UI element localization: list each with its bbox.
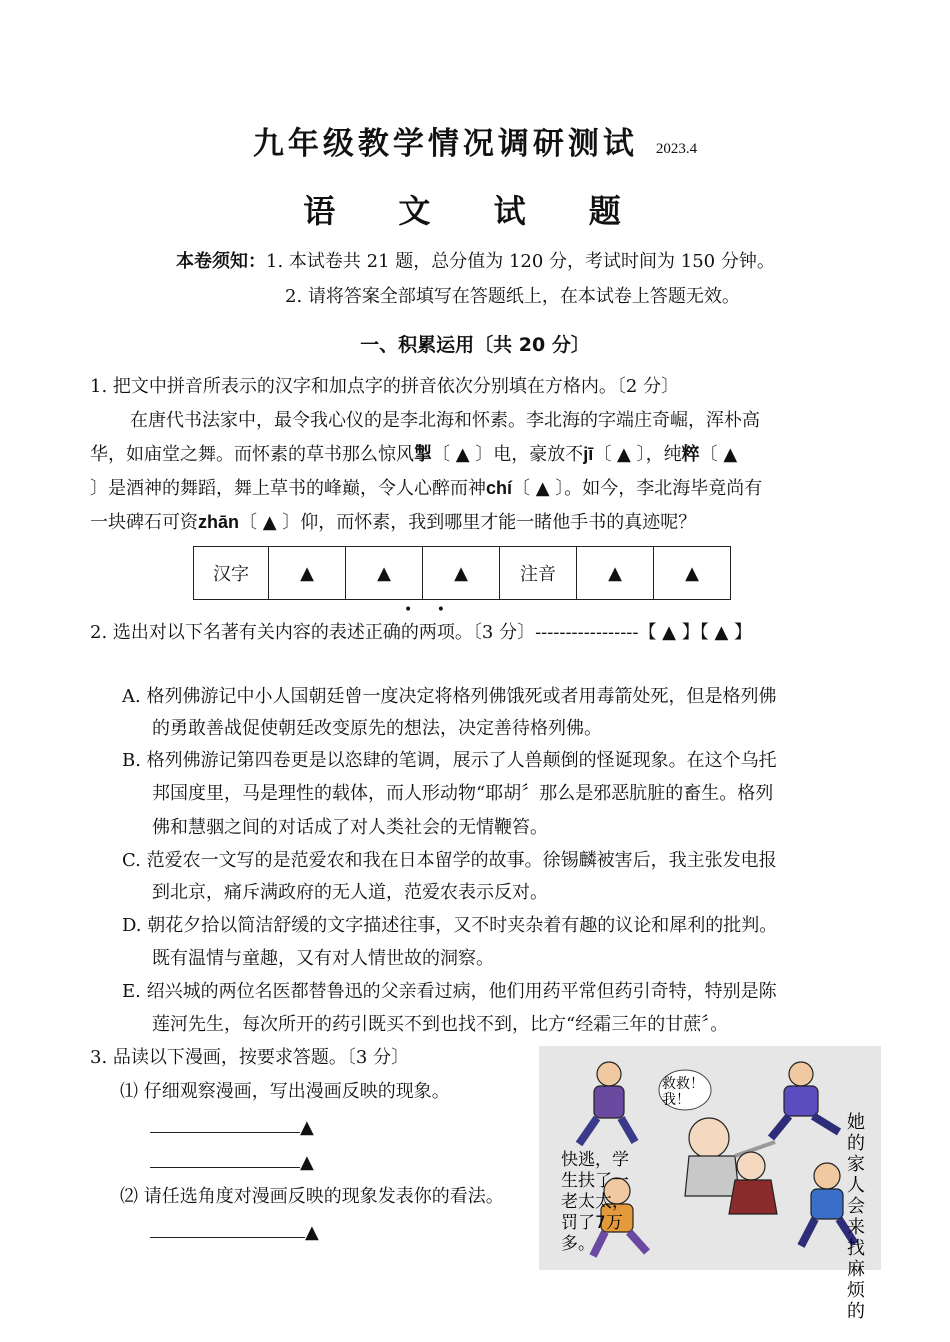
option-b-line-2: 邦国度里，马是理性的载体，而人形动物“耶胡〞那么是邪恶肮脏的畜生。格列 (152, 783, 774, 804)
answer-mark: ▲ (300, 1117, 314, 1138)
q1-stem: 1. 把文中拼音所表示的汉字和加点字的拼音依次分别填在方格内。〔2 分〕 (90, 376, 680, 397)
q1-passage-line-3 (90, 474, 762, 500)
q1-passage-line-1: 在唐代书法家中，最令我心仪的是李北海和怀素。李北海的字端庄奇崛，浑朴高 (130, 410, 760, 431)
option-e-line-1: E. 绍兴城的两位名医都替鲁迅的父亲看过病，他们用药平常但药引奇特，特别是陈 (122, 981, 777, 1002)
option-c-line-1: C. 范爱农一文写的是范爱农和我在日本留学的故事。徐锡麟被害后，我主张发电报 (122, 850, 777, 871)
q2-stem: 2. 选出对以下名著有关内容的表述正确的两项。〔3 分〕-----------------【 ▲ 】【 ▲ 】 (90, 622, 753, 643)
pinyin: zhān (198, 512, 240, 532)
answer-line-2 (150, 1147, 314, 1173)
option-e-line-2: 莲河先生，每次所开的药引既买不到也找不到，比方“经霜三年的甘蔗〞。 (152, 1014, 729, 1035)
passage-text: 〔 ▲ 〕。如今，李北海毕竟尚有 (512, 478, 763, 499)
exam-title: 九年级教学情况调研测试 (252, 126, 638, 162)
q1-passage-line-2 (90, 440, 737, 466)
grid-cell: ▲ (346, 547, 423, 600)
blank-line (150, 1217, 305, 1238)
dotted-char: 掣 (414, 444, 432, 465)
answer-grid (193, 546, 731, 600)
comic-right-caption: 她的家人会来找麻烦的 (847, 1112, 865, 1322)
shout-text: 救救！我！ (662, 1076, 704, 1108)
option-b-line-3: 佛和慧骃之间的对话成了对人类社会的无情鞭笞。 (152, 817, 548, 838)
answer-mark: ▲ (300, 1152, 314, 1173)
answer-mark: ▲ (305, 1222, 319, 1243)
notice-label: 本卷须知： (176, 251, 266, 272)
answer-line-1 (150, 1112, 314, 1138)
dotted-char: 粹 (681, 444, 700, 465)
option-b-line-1: B. 格列佛游记第四卷更是以恣肆的笔调，展示了人兽颠倒的怪诞现象。在这个乌托 (122, 750, 777, 771)
passage-text: 〔 ▲ 〕，纯 (593, 444, 682, 465)
grid-cell: ▲ (577, 547, 654, 600)
option-a-line-1: A. 格列佛游记中小人国朝廷曾一度决定将格列佛饿死或者用毒箭处死，但是格列佛 (122, 686, 777, 707)
notice-item-1: 1. 本试卷共 21 题，总分值为 120 分，考试时间为 150 分钟。 (266, 251, 775, 272)
blank-line (150, 1147, 300, 1168)
blank-line (150, 1112, 300, 1133)
passage-text: 〔 ▲ 〕电，豪放不 (432, 444, 584, 465)
pinyin: chí (486, 478, 513, 498)
q3-stem: 3. 品读以下漫画，按要求答题。〔3 分〕 (90, 1047, 410, 1068)
answer-line-3 (150, 1217, 319, 1243)
emphasis-dots: • • (404, 602, 455, 618)
passage-text: 一块碑石可资 (90, 512, 198, 533)
option-a-line-2: 的勇敢善战促使朝廷改变原先的想法，决定善待格列佛。 (152, 718, 602, 739)
grid-cell: ▲ (423, 547, 500, 600)
subject-title: 语 文 试 题 (303, 192, 647, 230)
q3-sub-1: ⑴ 仔细观察漫画，写出漫画反映的现象。 (120, 1081, 450, 1102)
passage-text: 〕是酒神的舞蹈，舞上草书的峰巅，令人心醉而神 (90, 478, 486, 499)
q3-sub-2: ⑵ 请任选角度对漫画反映的现象发表你的看法。 (120, 1186, 504, 1207)
option-d-line-2: 既有温情与童趣，又有对人情世故的洞察。 (152, 948, 494, 969)
grid-cell: ▲ (269, 547, 346, 600)
comic-image (539, 1046, 881, 1270)
notice-line-1 (176, 247, 775, 273)
exam-title-row (0, 118, 950, 163)
section-title: 一、积累运用〔共 20 分〕 (360, 334, 590, 356)
passage-text: 〔 ▲ (699, 444, 738, 465)
q1-passage-line-4 (90, 508, 696, 534)
grid-cell: 注音 (500, 547, 577, 600)
comic-left-caption: 快逃，学生扶了一老太太，罚了7万多。 (561, 1150, 629, 1254)
pinyin: jī (583, 444, 594, 464)
exam-date: 2023.4 (655, 141, 698, 157)
option-d-line-1: D. 朝花夕拾以简洁舒缓的文字描述往事，又不时夹杂着有趣的议论和犀利的批判。 (122, 915, 778, 936)
grid-cell: 汉字 (194, 547, 269, 600)
passage-text: 〔 ▲ 〕仰，而怀素，我到哪里才能一睹他手书的真迹呢？ (239, 512, 697, 533)
notice-item-2: 2. 请将答案全部填写在答题纸上，在本试卷上答题无效。 (285, 286, 740, 307)
passage-text: 华，如庙堂之舞。而怀素的草书那么惊风 (90, 444, 414, 465)
option-c-line-2: 到北京，痛斥满政府的无人道，范爱农表示反对。 (152, 882, 548, 903)
grid-cell: ▲ (654, 547, 731, 600)
